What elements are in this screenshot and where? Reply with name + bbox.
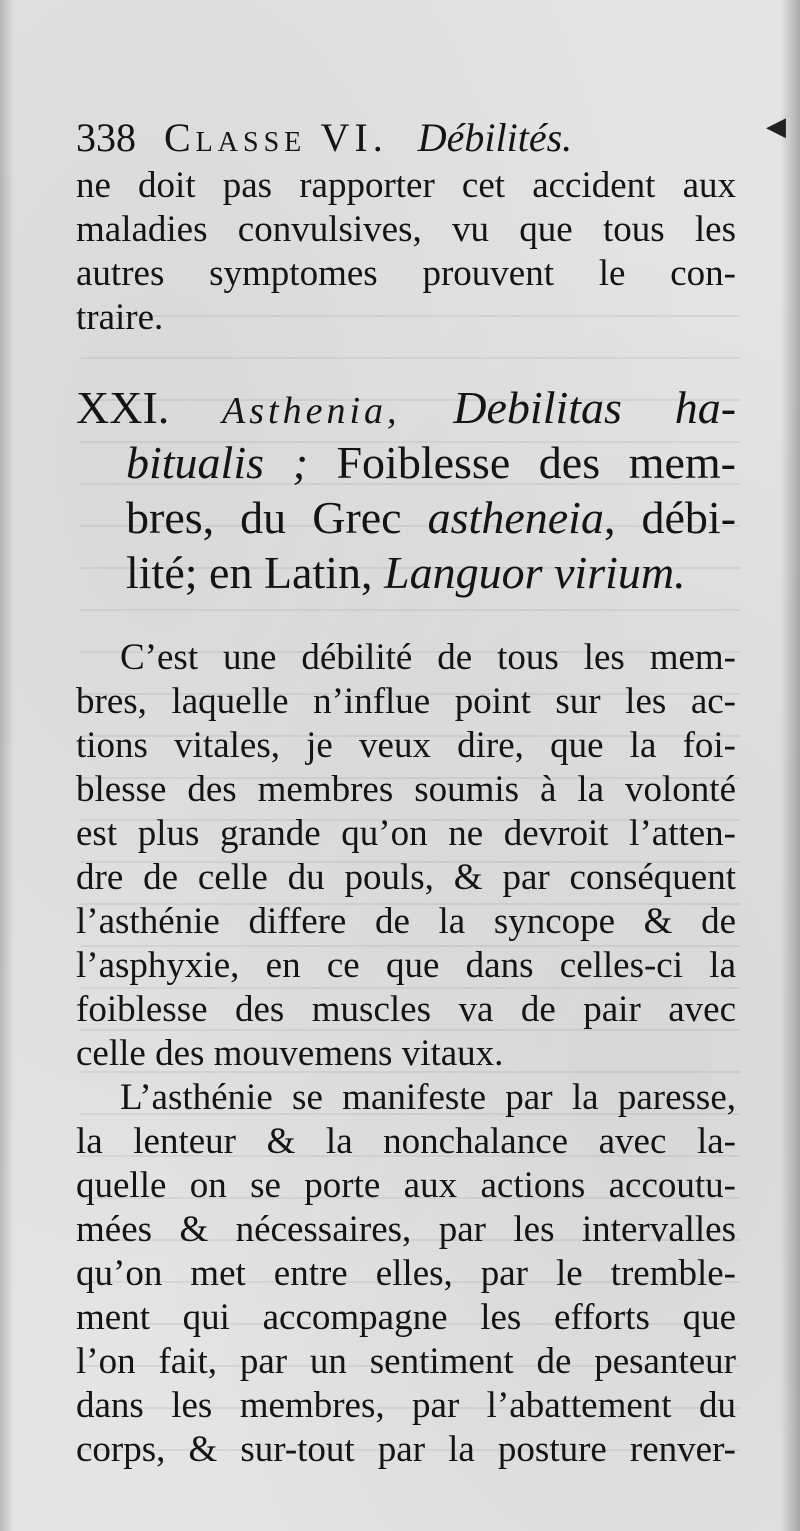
text-line: traire. bbox=[76, 297, 164, 338]
text-line: l’on fait, par un sentiment de pesanteur bbox=[76, 1341, 736, 1382]
text-line: foiblesse des muscles va de pair avec bbox=[76, 989, 736, 1030]
classe-label: Classe VI. bbox=[164, 115, 388, 160]
running-header bbox=[76, 112, 736, 164]
etymology-text: bres, du Grec bbox=[126, 492, 402, 543]
latin-term: Languor virium. bbox=[384, 547, 686, 598]
text-line: l’asthénie differe de la syncope & de bbox=[76, 901, 736, 942]
heading-line bbox=[76, 545, 736, 600]
heading-line bbox=[76, 490, 736, 545]
section-number: XXI. bbox=[76, 382, 170, 433]
text-line: ne doit pas rapporter cet accident aux bbox=[76, 165, 736, 206]
text-line: autres symptomes prouvent le con- bbox=[76, 253, 736, 294]
text-line: blesse des membres soumis à la volonté bbox=[76, 769, 736, 810]
text-line: maladies convulsives, vu que tous les bbox=[76, 209, 736, 250]
text-line: celle des mouvemens vitaux. bbox=[76, 1033, 504, 1074]
heading-line bbox=[76, 435, 736, 490]
paragraph-continuation bbox=[76, 164, 736, 340]
text-line: ment qui accompagne les efforts que bbox=[76, 1297, 736, 1338]
french-name: Foiblesse des mem- bbox=[336, 437, 736, 488]
section-heading bbox=[76, 380, 736, 600]
text-line: bres, laquelle n’influe point sur les ac- bbox=[76, 681, 736, 722]
text-line: C’est une débilité de tous les mem- bbox=[120, 637, 736, 678]
text-line: dans les membres, par l’abattement du bbox=[76, 1385, 736, 1426]
text-line: est plus grande qu’on ne devroit l’atten- bbox=[76, 813, 736, 854]
text-line: tions vitales, je veux dire, que la foi- bbox=[76, 725, 736, 766]
greek-term: astheneia bbox=[427, 492, 604, 543]
etymology-text-cont: , débi- bbox=[603, 492, 737, 543]
text-line: corps, & sur-tout par la posture renver- bbox=[76, 1429, 736, 1470]
latin-name: Debilitas ha- bbox=[453, 382, 737, 433]
page-text bbox=[76, 112, 736, 1472]
heading-line bbox=[76, 380, 736, 435]
section-term: Asthenia, bbox=[222, 390, 401, 432]
paragraph bbox=[76, 636, 736, 1076]
text-line: l’asphyxie, en ce que dans celles-ci la bbox=[76, 945, 736, 986]
text-line: qu’on met entre elles, par le tremble- bbox=[76, 1253, 736, 1294]
text-line: quelle on se porte aux actions accoutu- bbox=[76, 1165, 736, 1206]
page-number: 338 bbox=[76, 115, 136, 160]
latin-intro: lité; en Latin, bbox=[126, 547, 373, 598]
running-title: Débilités. bbox=[417, 115, 573, 160]
text-line: dre de celle du pouls, & par conséquent bbox=[76, 857, 736, 898]
corner-arrow-icon: ◀ bbox=[766, 112, 786, 142]
latin-name-cont: bitualis ; bbox=[126, 437, 308, 488]
text-line: la lenteur & la nonchalance avec la- bbox=[76, 1121, 736, 1162]
text-line: L’asthénie se manifeste par la paresse, bbox=[120, 1077, 736, 1118]
text-line: mées & nécessaires, par les intervalles bbox=[76, 1209, 736, 1250]
paragraph bbox=[76, 1076, 736, 1472]
